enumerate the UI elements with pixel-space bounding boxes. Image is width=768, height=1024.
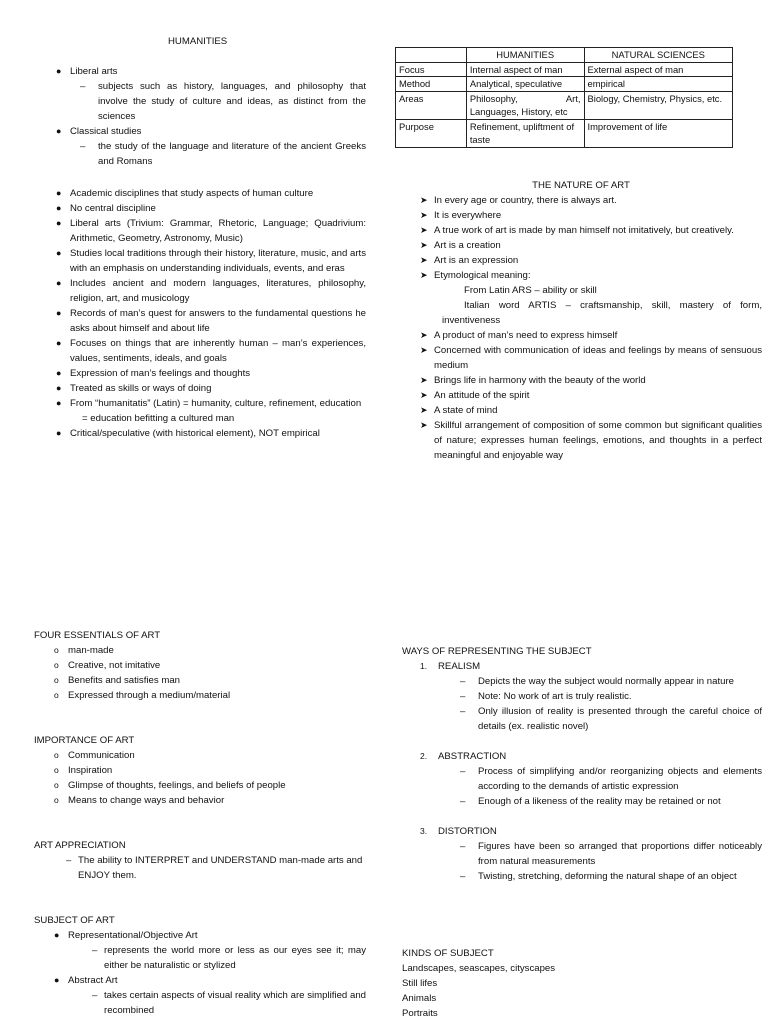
left-bottom-section [34, 628, 374, 1018]
table-cell: empirical [584, 77, 733, 92]
list-item: ● From “humanitatis” (Latin) = humanity, culture, refinement, education [56, 398, 362, 409]
dash-icon: – [92, 945, 98, 956]
list-item: ➤ Skillful arrangement of composition of some common but significant qualities of nature; expresses human feelings, emotions, and thoughts in a perfect meaningful and enjoyable way [420, 420, 762, 461]
list-item: ➤ A true work of art is made by man himself not imitatively, but creatively. [420, 225, 734, 236]
dash-icon: – [460, 796, 466, 807]
arrow-bullet-icon: ➤ [420, 195, 428, 205]
bullet-icon: ● [56, 368, 62, 378]
list-item: – Depicts the way the subject would normally appear in nature [460, 676, 734, 687]
bullet-icon: ● [56, 398, 62, 408]
list-item: ● Classical studies [56, 126, 142, 137]
nature-of-art-title: THE NATURE OF ART [532, 180, 630, 191]
dash-icon: – [92, 990, 98, 1001]
list-item: – subjects such as history, languages, and philosophy that involve the study of culture and ideas, as distinct from the sciences [80, 81, 366, 122]
etymology-italian: Italian word ARTIS – craftsmanship, skill, mastery of form, inventiveness [442, 300, 762, 326]
circle-bullet-icon: o [54, 750, 59, 760]
list-item: – Twisting, stretching, deforming the natural shape of an object [460, 871, 737, 882]
list-item: ➤ Etymological meaning: [420, 270, 531, 281]
list-item: o Creative, not imitative [54, 660, 161, 671]
bullet-icon: ● [56, 248, 62, 258]
list-item: ● Records of man’s quest for answers to the fundamental questions he asks about himself and about life [56, 308, 366, 334]
number-marker: 2. [420, 751, 428, 761]
list-item: 2. ABSTRACTION [420, 751, 507, 762]
bullet-icon: ● [56, 188, 62, 198]
arrow-bullet-icon: ➤ [420, 390, 428, 400]
kinds-section [402, 946, 762, 1021]
arrow-bullet-icon: ➤ [420, 405, 428, 415]
arrow-bullet-icon: ➤ [420, 240, 428, 250]
dash-icon: – [460, 841, 466, 852]
arrow-bullet-icon: ➤ [420, 210, 428, 220]
ways-title: WAYS OF REPRESENTING THE SUBJECT [402, 646, 592, 657]
list-item: – Process of simplifying and/or reorganizing objects and elements according to the demands of artistic expression [460, 766, 762, 792]
table-header-cell: NATURAL SCIENCES [584, 48, 733, 63]
table-cell: External aspect of man [584, 62, 733, 77]
list-item: o Expressed through a medium/material [54, 690, 231, 701]
arrow-bullet-icon: ➤ [420, 255, 428, 265]
arrow-bullet-icon: ➤ [420, 375, 428, 385]
list-item: ➤ An attitude of the spirit [420, 390, 530, 401]
four-essentials-title: FOUR ESSENTIALS OF ART [34, 630, 161, 641]
education-note: = education befitting a cultured man [82, 413, 235, 424]
list-item: o Benefits and satisfies man [54, 675, 180, 686]
dash-icon: – [460, 691, 466, 702]
art-appreciation-text: – The ability to INTERPRET and UNDERSTAND man-made arts and ENJOY them. [66, 855, 363, 881]
list-item: 1. REALISM [420, 661, 481, 672]
table-cell: Analytical, speculative [466, 77, 584, 92]
bullet-icon: ● [54, 930, 60, 940]
list-item: ● Treated as skills or ways of doing [56, 383, 212, 394]
list-item: ➤ Concerned with communication of ideas and feelings by means of sensuous medium [420, 345, 762, 371]
bullet-icon: ● [56, 383, 62, 393]
subject-of-art-title: SUBJECT OF ART [34, 915, 115, 926]
table-cell: Improvement of life [584, 119, 733, 147]
comparison-table [395, 47, 733, 148]
circle-bullet-icon: o [54, 795, 59, 805]
list-item: Landscapes, seascapes, cityscapes [402, 963, 556, 974]
list-item: – represents the world more or less as our eyes see it; may either be naturalistic or stylized [92, 945, 366, 971]
kinds-title: KINDS OF SUBJECT [402, 948, 494, 959]
list-item: ● No central discipline [56, 203, 156, 214]
arrow-bullet-icon: ➤ [420, 270, 428, 280]
list-item: ➤ Brings life in harmony with the beauty of the world [420, 375, 646, 386]
dash-icon: – [80, 141, 86, 152]
humanities-list [36, 64, 366, 169]
list-item: Portraits [402, 1008, 438, 1019]
list-item: ● Liberal arts [56, 66, 118, 77]
list-item: ➤ Art is an expression [420, 255, 519, 266]
list-item: – Note: No work of art is truly realistic. [460, 691, 632, 702]
list-item: o Inspiration [54, 765, 113, 776]
right-bottom-section [402, 644, 762, 884]
bullet-icon: ● [56, 338, 62, 348]
list-item: ➤ A product of man’s need to express himself [420, 330, 618, 341]
list-item: o Glimpse of thoughts, feelings, and beliefs of people [54, 780, 286, 791]
circle-bullet-icon: o [54, 645, 59, 655]
arrow-bullet-icon: ➤ [420, 345, 428, 355]
bullet-icon: ● [56, 218, 62, 228]
list-item: – the study of the language and literature of the ancient Greeks and Romans [80, 141, 366, 167]
bullet-icon: ● [56, 203, 62, 213]
bullet-icon: ● [56, 428, 62, 438]
dash-icon: – [460, 871, 466, 882]
number-marker: 3. [420, 826, 428, 836]
number-marker: 1. [420, 661, 428, 671]
table-cell: Method [396, 77, 467, 92]
bullet-icon: ● [56, 126, 62, 136]
dash-icon: – [460, 706, 466, 717]
list-item: ● Studies local traditions through their history, literature, music, and arts with an emphasis on understanding individuals, events, and eras [56, 248, 366, 274]
circle-bullet-icon: o [54, 660, 59, 670]
list-item: ➤ It is everywhere [420, 210, 502, 221]
table-cell: Areas [396, 91, 467, 119]
list-item: ➤ Art is a creation [420, 240, 501, 251]
table-cell: Purpose [396, 119, 467, 147]
list-item: – Figures have been so arranged that proportions differ noticeably from natural measurements [460, 841, 762, 867]
list-item: 3. DISTORTION [420, 826, 497, 837]
nature-of-art-list [398, 193, 762, 463]
table-row [396, 62, 733, 77]
list-item: ➤ In every age or country, there is always art. [420, 195, 617, 206]
list-item: ● Critical/speculative (with historical element), NOT empirical [56, 428, 320, 439]
humanities-title: HUMANITIES [168, 36, 228, 47]
table-row [396, 77, 733, 92]
list-item: ● Expression of man’s feelings and thoughts [56, 368, 251, 379]
dash-icon: – [66, 855, 72, 866]
bullet-icon: ● [54, 975, 60, 985]
table-row [396, 91, 733, 119]
list-item: ● Abstract Art [54, 975, 118, 986]
list-item: ➤ A state of mind [420, 405, 498, 416]
humanities-characteristics [36, 186, 366, 441]
table-header-cell [396, 48, 467, 63]
list-item: ● Liberal arts (Trivium: Grammar, Rhetoric, Language; Quadrivium: Arithmetic, Geometry, Astronomy, Music) [56, 218, 366, 244]
list-item: Animals [402, 993, 437, 1004]
table-cell: Biology, Chemistry, Physics, etc. [584, 91, 733, 119]
list-item: ● Representational/Objective Art [54, 930, 198, 941]
list-item: Still lifes [402, 978, 438, 989]
list-item: – Only illusion of reality is presented through the careful choice of details (ex. realistic novel) [460, 706, 762, 732]
bullet-icon: ● [56, 308, 62, 318]
table-row [396, 119, 733, 147]
dash-icon: – [460, 766, 466, 777]
dash-icon: – [460, 676, 466, 687]
list-item: – Enough of a likeness of the reality may be retained or not [460, 796, 721, 807]
list-item: o Communication [54, 750, 135, 761]
dash-icon: – [80, 81, 86, 92]
table-cell: Internal aspect of man [466, 62, 584, 77]
circle-bullet-icon: o [54, 765, 59, 775]
importance-title: IMPORTANCE OF ART [34, 735, 135, 746]
circle-bullet-icon: o [54, 690, 59, 700]
bullet-icon: ● [56, 66, 62, 76]
list-item: ● Academic disciplines that study aspects of human culture [56, 188, 314, 199]
list-item: ● Includes ancient and modern languages, literatures, philosophy, religion, art, and musicology [56, 278, 366, 304]
list-item: o man-made [54, 645, 114, 656]
list-item: – takes certain aspects of visual reality which are simplified and recombined [92, 990, 366, 1016]
arrow-bullet-icon: ➤ [420, 420, 428, 430]
circle-bullet-icon: o [54, 675, 59, 685]
bullet-icon: ● [56, 278, 62, 288]
table-cell: Refinement, upliftment of taste [466, 119, 584, 147]
table-header-row [396, 48, 733, 63]
table-cell: Philosophy, Art, Languages, History, etc [466, 91, 584, 119]
etymology-latin: From Latin ARS – ability or skill [464, 285, 597, 296]
art-appreciation-title: ART APPRECIATION [34, 840, 126, 851]
arrow-bullet-icon: ➤ [420, 225, 428, 235]
arrow-bullet-icon: ➤ [420, 330, 428, 340]
circle-bullet-icon: o [54, 780, 59, 790]
table-header-cell: HUMANITIES [466, 48, 584, 63]
list-item: ● Focuses on things that are inherently human – man’s experiences, values, sentiments, ideals, and goals [56, 338, 366, 364]
table-cell: Focus [396, 62, 467, 77]
list-item: o Means to change ways and behavior [54, 795, 225, 806]
